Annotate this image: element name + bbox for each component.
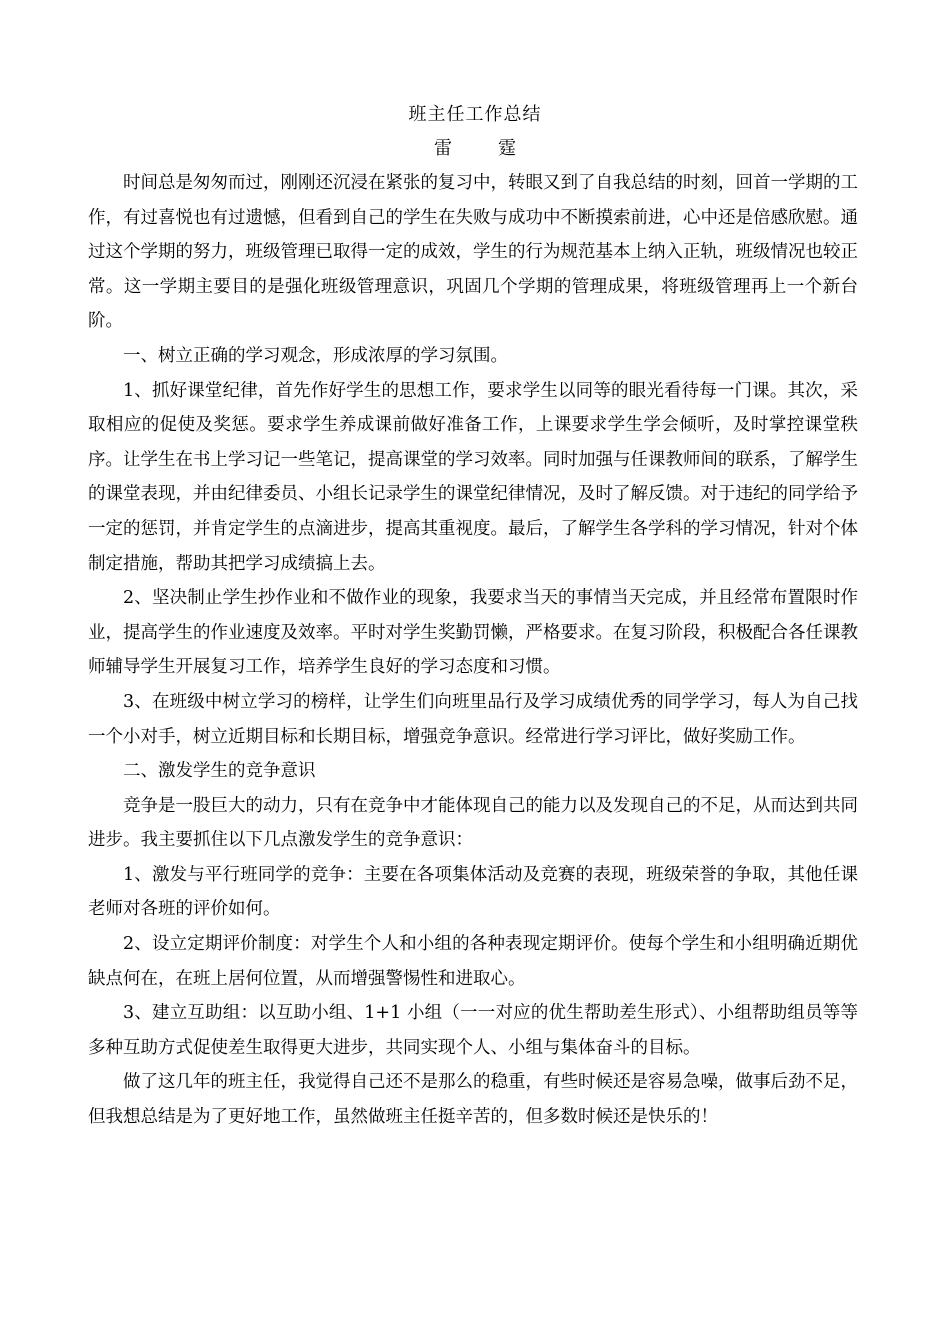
document-body (88, 166, 858, 1135)
paragraph-2-2: 2、设立定期评价制度：对学生个人和小组的各种表现定期评价。使每个学生和小组明确近期优缺点何在，在班上居何位置，从而增强警惕性和进取心。 (88, 934, 858, 989)
paragraph-1-1: 1、抓好课堂纪律，首先作好学生的思想工作，要求学生以同等的眼光看待每一门课。其次，采取相应的促使及奖惩。要求学生养成课前做好准备工作，上课要求学生学会倾听，及时掌控课堂秩序。让学生在书上学习记一些笔记，提高课堂的学习效率。同时加强与任课教师间的联系，了解学生的课堂表现，并由纪律委员、小组长记录学生的课堂纪律情况，及时了解反馈。对于违纪的同学给予一定的惩罚，并肯定学生的点滴进步，提高其重视度。最后，了解学生各学科的学习情况，针对个体制定措施，帮助其把学习成绩搞上去。 (88, 380, 858, 574)
document-author: 雷 霆 (434, 138, 530, 159)
paragraph-2-intro: 竞争是一股巨大的动力，只有在竞争中才能体现自己的能力以及发现自己的不足，从而达到共同进步。我主要抓住以下几点激发学生的竞争意识： (88, 795, 858, 851)
paragraph-1-3: 3、在班级中树立学习的榜样，让学生们向班里品行及学习成绩优秀的同学学习，每人为自己找一个小对手，树立近期目标和长期目标，增强竞争意识。经常进行学习评比，做好奖励工作。 (88, 691, 858, 747)
paragraph-conclusion: 做了这几年的班主任，我觉得自己还不是那么的稳重，有些时候还是容易急噪，做事后劲不足，但我想总结是为了更好地工作，虽然做班主任挺辛苦的，但多数时候还是快乐的！ (88, 1072, 858, 1128)
section-heading-1: 一、树立正确的学习观念，形成浓厚的学习氛围。 (123, 345, 508, 366)
paragraph-intro: 时间总是匆匆而过，刚刚还沉浸在紧张的复习中，转眼又到了自我总结的时刻，回首一学期的工作，有过喜悦也有过遗憾，但看到自己的学生在失败与成功中不断摸索前进，心中还是倍感欣慰。通过这个学期的努力，班级管理已取得一定的成效，学生的行为规范基本上纳入正轨，班级情况也较正常。这一学期主要目的是强化班级管理意识，巩固几个学期的管理成果，将班级管理再上一个新台阶。 (88, 173, 858, 332)
paragraph-2-3: 3、建立互助组：以互助小组、1+1 小组（一一对应的优生帮助差生形式）、小组帮助组员等等多种互助方式促使差生取得更大进步，共同实现个人、小组与集体奋斗的目标。 (88, 1003, 858, 1058)
document-title: 班主任工作总结 (408, 104, 542, 125)
paragraph-2-1: 1、激发与平行班同学的竞争：主要在各项集体活动及竞赛的表现，班级荣誉的争取，其他任课老师对各班的评价如何。 (88, 864, 858, 920)
paragraph-1-2: 2、坚决制止学生抄作业和不做作业的现象，我要求当天的事情当天完成，并且经常布置限时作业，提高学生的作业速度及效率。平时对学生奖勤罚懒，严格要求。在复习阶段，积极配合各任课教师辅导学生开展复习工作，培养学生良好的学习态度和习惯。 (88, 588, 858, 678)
section-heading-2: 二、激发学生的竞争意识 (123, 761, 316, 782)
